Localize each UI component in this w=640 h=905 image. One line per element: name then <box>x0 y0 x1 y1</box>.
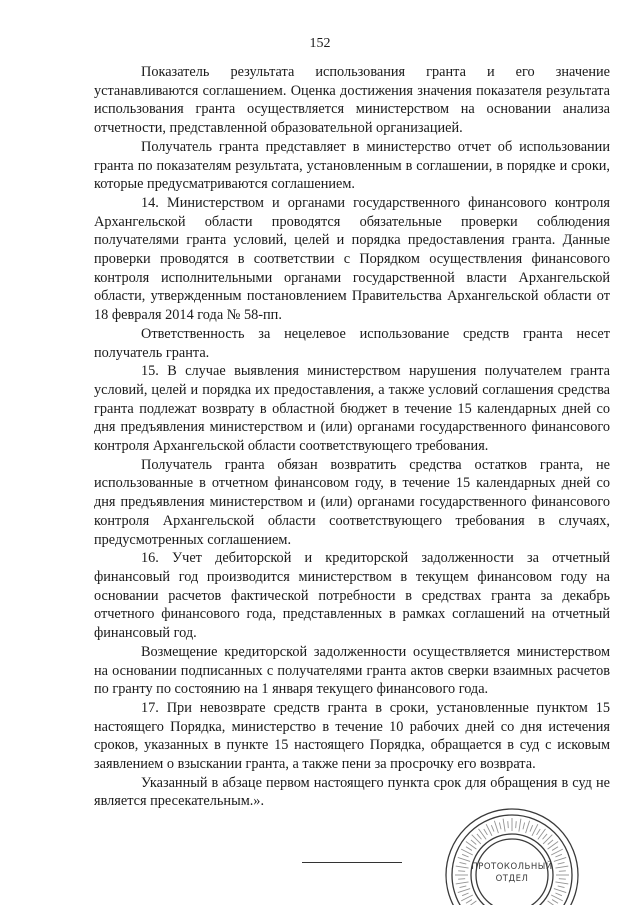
stamp-texture-mark <box>523 822 525 829</box>
stamp-texture-mark <box>559 879 566 880</box>
stamp-texture-mark <box>543 834 548 839</box>
stamp-texture-mark <box>491 825 494 831</box>
stamp-texture-mark <box>456 882 469 884</box>
paragraph: 17. При невозврате средств гранта в сроки, установленные пунктом 15 настоящего Порядка, министерство в течение 10 рабочих дней со дня истечения сроков, указанных в пункте 15 настоящего Порядка, обращается в суд с исковым заявлением о взыскании гранта, а также пени за просрочку его возврата. <box>94 699 610 773</box>
stamp-texture-mark <box>462 893 468 896</box>
stamp-texture-mark <box>477 834 482 839</box>
stamp-texture-mark <box>456 866 469 868</box>
paragraph: Получатель гранта представляет в министерство отчет об использовании гранта по показателям результата, установленным в соглашении, в порядке и сроки, которые предусматриваются соглашением. <box>94 138 610 193</box>
stamp-texture-mark <box>548 901 559 905</box>
stamp-texture-mark <box>537 829 541 835</box>
stamp-texture-mark <box>466 900 472 904</box>
stamp-texture-mark <box>458 871 465 872</box>
stamp-texture-mark <box>530 825 533 831</box>
stamp-texture-mark <box>458 879 465 880</box>
stamp-center-text: ПРОТОКОЛЬНЫЙ ОТДЕЛ <box>471 862 553 884</box>
stamp-texture-mark <box>458 889 470 893</box>
stamp-texture-mark <box>494 821 498 833</box>
stamp-texture-mark <box>471 840 476 845</box>
stamp-inner-ring <box>476 839 548 905</box>
stamp-texture-mark <box>516 821 517 828</box>
stamp-texture-mark <box>555 866 568 868</box>
stamp-texture-mark <box>519 819 521 832</box>
stamp-texture-mark <box>552 847 558 851</box>
stamp-texture-mark <box>558 862 565 864</box>
stamp-texture-mark <box>499 822 501 829</box>
stamp-texture-mark <box>466 847 472 851</box>
stamp-texture-mark <box>552 900 558 904</box>
stamp-texture-mark <box>555 882 568 884</box>
page-number: 152 <box>309 36 331 51</box>
paragraph: Возмещение кредиторской задолженности осуществляется министерством на основании подписанных с получателями гранта актов сверки взаимных расчетов по гранту по состоянию на 1 января текущего финансового года. <box>94 643 610 698</box>
paragraph: Показатель результата использования гранта и его значение устанавливаются соглашением. Оценка достижения значения показателя результата использования гранта осуществляется министерством на основании анализа отчетности, представленной образовательной организацией. <box>94 64 610 137</box>
official-stamp <box>440 795 585 905</box>
stamp-texture-mark <box>559 871 566 872</box>
stamp-texture-mark <box>472 835 481 844</box>
stamp-texture-mark <box>558 886 565 888</box>
stamp-texture-mark <box>554 889 566 893</box>
paragraph: 14. Министерством и органами государственного финансового контроля Архангельской области проводятся обязательные проверки соблюдения получателями гранта условий, целей и порядка предоставления гранта. Данные проверки проводятся в соответствии с Порядком осуществления финансового контроля исполнительными органами государственной власти Архангельской области, утвержденным постановлением Правительства Архангельской области от 18 февраля 2014 года № 58-пп. <box>94 194 610 324</box>
stamp-texture-mark <box>555 854 561 857</box>
stamp-texture-mark <box>459 862 466 864</box>
stamp-texture-mark <box>543 835 552 844</box>
stamp-texture-mark <box>466 901 477 905</box>
stamp-texture-mark <box>555 893 561 896</box>
paragraph: Получатель гранта обязан возвратить средства остатков гранта, не использованные в отчетном финансовом году, в течение 15 календарных дней со дня предъявления министерством и (или) органами государственного финансового контроля Архангельской области соответствующего требования в случаях, предусмотренных соглашением. <box>94 456 610 548</box>
stamp-seal-icon <box>440 795 585 905</box>
stamp-texture-mark <box>484 829 488 835</box>
stamp-texture-mark <box>526 821 530 833</box>
stamp-texture-mark <box>459 886 466 888</box>
stamp-texture-mark <box>462 854 468 857</box>
signature-line <box>302 862 402 863</box>
paragraph: 16. Учет дебиторской и кредиторской задолженности за отчетный финансовый год производится министерством в текущем финансовом году на основании расчетов фактической потребности в средствах гранта за декабрь отчетного финансового года, представленных в рамках соглашений на отчетный финансовый год. <box>94 550 610 642</box>
paragraph: Ответственность за нецелевое использование средств гранта несет получатель гранта. <box>94 325 610 361</box>
paragraph: Указанный в абзаце первом настоящего пункта срок для обращения в суд не является пресекательным.». <box>94 774 610 810</box>
stamp-texture-mark <box>503 819 505 832</box>
stamp-texture-mark <box>554 857 566 861</box>
paragraph: 15. В случае выявления министерством нарушения получателем гранта условий, целей и порядка их предоставления, а также условий соглашения средства гранта подлежат возврату в областной бюджет в течение 15 календарных дней со дня предъявления министерством и (или) органами государственного финансового контроля Архангельской области соответствующего требования. <box>94 363 610 455</box>
document-body <box>94 63 610 811</box>
stamp-texture-mark <box>458 857 470 861</box>
stamp-texture-mark <box>508 821 509 828</box>
stamp-texture-mark <box>548 840 553 845</box>
